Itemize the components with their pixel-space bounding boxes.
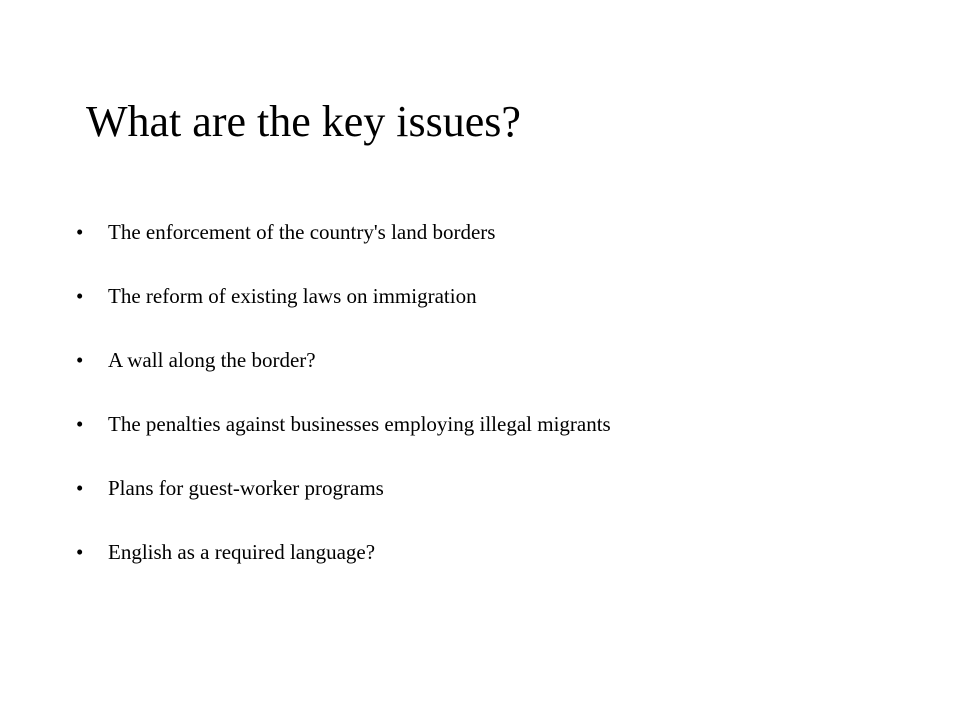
bullet-icon: •: [76, 540, 84, 564]
bullet-icon: •: [76, 348, 84, 372]
bullet-text: A wall along the border?: [108, 348, 316, 372]
bullet-text: Plans for guest-worker programs: [108, 476, 384, 500]
bullet-icon: •: [76, 220, 84, 244]
bullet-icon: •: [76, 284, 84, 308]
slide-title: What are the key issues?: [86, 97, 521, 146]
bullet-icon: •: [76, 412, 84, 436]
bullet-text: The penalties against businesses employing illegal migrants: [108, 412, 611, 436]
bullet-text: The reform of existing laws on immigration: [108, 284, 477, 308]
bullet-text: English as a required language?: [108, 540, 376, 564]
bullet-icon: •: [76, 476, 84, 500]
bullet-text: The enforcement of the country's land borders: [108, 220, 496, 244]
